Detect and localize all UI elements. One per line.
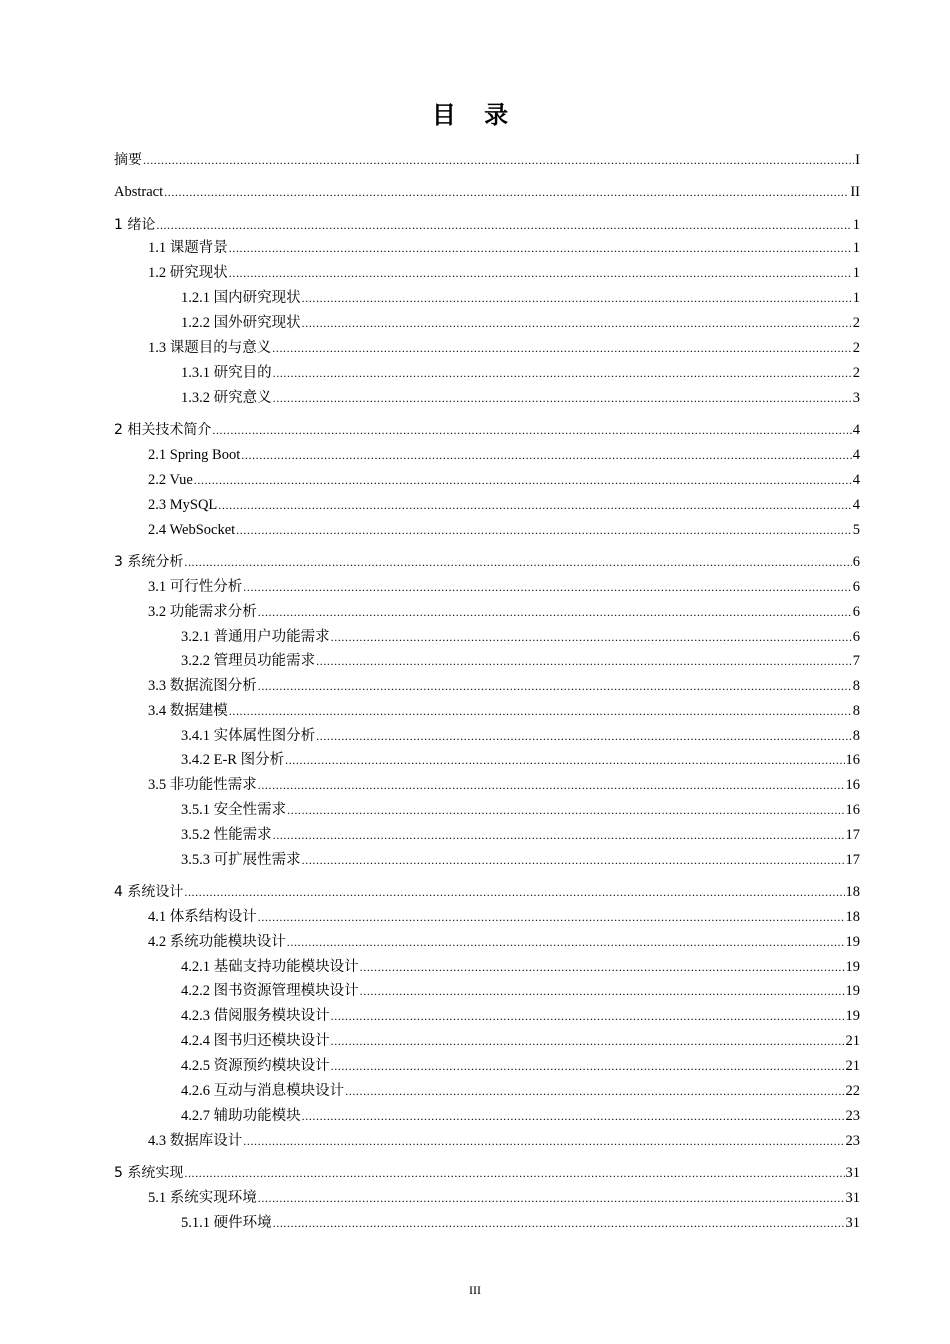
toc-entry-page: 4	[852, 472, 860, 488]
toc-entry[interactable]	[181, 1006, 860, 1026]
toc-entry-page: 4	[852, 422, 860, 438]
dot-leader	[258, 1188, 845, 1208]
dot-leader	[241, 445, 852, 465]
toc-entry[interactable]	[181, 627, 860, 647]
toc-entry-title: 5.1 系统实现环境	[148, 1190, 257, 1206]
toc-entry[interactable]	[181, 288, 860, 308]
toc-entry-title: 3.4.2 E-R 图分析	[181, 752, 285, 768]
toc-entry-title: 3.5.2 性能需求	[181, 827, 272, 843]
dot-leader	[331, 627, 852, 647]
toc-entry-title: 1.1 课题背景	[148, 240, 228, 256]
toc-entry-title: 1.3 课题目的与意义	[148, 340, 272, 356]
toc-entry-title: 1 绪论	[114, 217, 156, 233]
toc-entry-title: 4 系统设计	[114, 884, 184, 900]
toc-entry-title: 5.1.1 硬件环境	[181, 1215, 272, 1231]
dot-leader	[218, 495, 851, 515]
toc-entry-page: 23	[845, 1108, 860, 1124]
toc-entry-title: 3.3 数据流图分析	[148, 678, 257, 694]
toc-entry[interactable]	[148, 775, 860, 795]
toc-entry[interactable]	[114, 182, 860, 202]
toc-entry[interactable]	[114, 215, 860, 235]
dot-leader	[229, 238, 852, 258]
dot-leader	[273, 825, 845, 845]
dot-leader	[212, 420, 851, 440]
toc-entry[interactable]	[148, 701, 860, 721]
toc-entry[interactable]	[148, 445, 860, 465]
toc-entry[interactable]	[181, 1106, 860, 1126]
toc-entry-title: 1.2 研究现状	[148, 265, 228, 281]
toc-entry-title: 1.2.1 国内研究现状	[181, 290, 301, 306]
toc-entry-title: 4.1 体系结构设计	[148, 909, 257, 925]
toc-entry-page: 23	[845, 1133, 860, 1149]
toc-title: 目 录	[431, 101, 519, 129]
toc-entry[interactable]	[114, 882, 860, 902]
dot-leader	[273, 1213, 845, 1233]
toc-entry[interactable]	[148, 577, 860, 597]
toc-entry-title: 4.2.6 互动与消息模块设计	[181, 1083, 345, 1099]
toc-entry[interactable]	[148, 932, 860, 952]
toc-entry-title: 2.2 Vue	[148, 472, 193, 488]
toc-entry-title: 4.2.5 资源预约模块设计	[181, 1058, 330, 1074]
dot-leader	[272, 338, 852, 358]
toc-entry-page: 22	[845, 1083, 860, 1099]
toc-entry-page: 6	[852, 554, 860, 570]
toc-entry-title: 5 系统实现	[114, 1165, 184, 1181]
toc-entry-title: 1.3.1 研究目的	[181, 365, 272, 381]
dot-leader	[229, 701, 852, 721]
toc-entry-title: 3.2.2 管理员功能需求	[181, 653, 316, 669]
toc-entry[interactable]	[181, 363, 860, 383]
dot-leader	[184, 1163, 844, 1183]
toc-entry-page: 21	[845, 1058, 860, 1074]
toc-entry[interactable]	[148, 495, 860, 515]
dot-leader	[273, 363, 852, 383]
toc-entry-page: 8	[852, 728, 860, 744]
dot-leader	[331, 1056, 845, 1076]
dot-leader	[316, 726, 852, 746]
toc-entry-title: 3.2 功能需求分析	[148, 604, 257, 620]
toc-entry-page: 3	[852, 390, 860, 406]
toc-entry[interactable]	[148, 238, 860, 258]
toc-entry-title: Abstract	[114, 184, 164, 200]
dot-leader	[258, 602, 852, 622]
toc-entry-page: 18	[845, 884, 860, 900]
toc-entry-page: 31	[845, 1215, 860, 1231]
toc-entry-page: 16	[845, 752, 860, 768]
dot-leader	[302, 313, 852, 333]
toc-entry-page: 17	[845, 852, 860, 868]
toc-entry-page: 1	[852, 265, 860, 281]
toc-entry-title: 2 相关技术简介	[114, 422, 212, 438]
toc-entry-title: 3.4 数据建模	[148, 703, 228, 719]
toc-entry[interactable]	[148, 520, 860, 540]
dot-leader	[156, 215, 851, 235]
dot-leader	[302, 1106, 845, 1126]
toc-entry[interactable]	[148, 470, 860, 490]
toc-entry-title: 3.5.3 可扩展性需求	[181, 852, 301, 868]
toc-entry[interactable]	[181, 850, 860, 870]
toc-entry-title: 3.1 可行性分析	[148, 579, 243, 595]
toc-entry-title: 3.4.1 实体属性图分析	[181, 728, 316, 744]
dot-leader	[331, 1006, 845, 1026]
toc-entry-title: 2.4 WebSocket	[148, 522, 236, 538]
toc-entry-page: 6	[852, 604, 860, 620]
dot-leader	[164, 182, 849, 202]
toc-entry-title: 4.2.7 辅助功能模块	[181, 1108, 301, 1124]
dot-leader	[194, 470, 852, 490]
dot-leader	[243, 577, 852, 597]
toc-entry[interactable]	[181, 1031, 860, 1051]
toc-entry-page: 5	[852, 522, 860, 538]
toc-entry[interactable]	[181, 388, 860, 408]
toc-entry-title: 3.5 非功能性需求	[148, 777, 257, 793]
toc-entry-title: 4.2.3 借阅服务模块设计	[181, 1008, 330, 1024]
toc-entry-page: 4	[852, 497, 860, 513]
toc-entry[interactable]	[181, 750, 860, 770]
toc-entry-page: 1	[852, 217, 860, 233]
toc-entry-page: 2	[852, 340, 860, 356]
toc-entry-page: 6	[852, 579, 860, 595]
dot-leader	[360, 981, 845, 1001]
toc-entry[interactable]	[148, 1131, 860, 1151]
toc-entry-title: 4.2 系统功能模块设计	[148, 934, 286, 950]
toc-entry-title: 3.2.1 普通用户功能需求	[181, 629, 330, 645]
toc-entry-page: 4	[852, 447, 860, 463]
toc-entry[interactable]	[148, 602, 860, 622]
toc-entry-page: 2	[852, 315, 860, 331]
toc-entry-page: II	[850, 184, 860, 200]
toc-entry-page: 16	[845, 802, 860, 818]
dot-leader	[236, 520, 852, 540]
toc-entry[interactable]	[181, 825, 860, 845]
toc-entry-title: 3.5.1 安全性需求	[181, 802, 287, 818]
toc-entry-page: 31	[845, 1165, 860, 1181]
toc-entry-page: 18	[845, 909, 860, 925]
dot-leader	[258, 676, 852, 696]
dot-leader	[285, 750, 844, 770]
toc-entry-page: 19	[845, 983, 860, 999]
toc-entry[interactable]	[148, 263, 860, 283]
dot-leader	[345, 1081, 844, 1101]
toc-entry-page: 8	[852, 678, 860, 694]
toc-entry-page: 19	[845, 934, 860, 950]
dot-leader	[331, 1031, 845, 1051]
dot-leader	[287, 800, 844, 820]
dot-leader	[316, 651, 852, 671]
toc-entry-page: 16	[845, 777, 860, 793]
toc-entry-title: 4.2.1 基础支持功能模块设计	[181, 959, 359, 975]
toc-entry-page: 31	[845, 1190, 860, 1206]
toc-entry-page: 6	[852, 629, 860, 645]
toc-entry[interactable]	[181, 1213, 860, 1233]
dot-leader	[184, 552, 851, 572]
toc-entry-title: 4.2.4 图书归还模块设计	[181, 1033, 330, 1049]
toc-entry-page: I	[855, 152, 860, 168]
toc-entry-page: 1	[852, 240, 860, 256]
toc-entry-title: 摘要	[114, 152, 142, 168]
toc-entry-title: 3 系统分析	[114, 554, 184, 570]
toc-entry[interactable]	[114, 420, 860, 440]
toc-entry[interactable]	[114, 552, 860, 572]
toc-entry-title: 2.1 Spring Boot	[148, 447, 241, 463]
toc-entry[interactable]	[181, 313, 860, 333]
toc-entry-title: 4.2.2 图书资源管理模块设计	[181, 983, 359, 999]
toc-entry-title: 1.3.2 研究意义	[181, 390, 272, 406]
dot-leader	[143, 150, 854, 170]
toc-entry-title: 1.2.2 国外研究现状	[181, 315, 301, 331]
toc-entry-page: 8	[852, 703, 860, 719]
toc-entry-page: 7	[852, 653, 860, 669]
dot-leader	[184, 882, 844, 902]
toc-entry[interactable]	[114, 1163, 860, 1183]
toc-entry[interactable]	[148, 1188, 860, 1208]
toc-entry-page: 19	[845, 959, 860, 975]
dot-leader	[258, 775, 845, 795]
dot-leader	[302, 288, 852, 308]
dot-leader	[229, 263, 852, 283]
toc-entry[interactable]	[114, 150, 860, 170]
dot-leader	[258, 907, 845, 927]
toc-entry-page: 21	[845, 1033, 860, 1049]
toc-entry[interactable]	[181, 726, 860, 746]
toc-entry-page: 2	[852, 365, 860, 381]
dot-leader	[287, 932, 845, 952]
dot-leader	[302, 850, 845, 870]
toc-entry-page: 17	[845, 827, 860, 843]
toc-entry[interactable]	[181, 1081, 860, 1101]
toc-entry-page: 19	[845, 1008, 860, 1024]
toc-entry[interactable]	[148, 907, 860, 927]
toc-entry[interactable]	[148, 676, 860, 696]
dot-leader	[243, 1131, 844, 1151]
toc-entry[interactable]	[181, 981, 860, 1001]
page-number: III	[469, 1283, 481, 1297]
toc-entry[interactable]	[181, 957, 860, 977]
dot-leader	[360, 957, 845, 977]
toc-entry[interactable]	[181, 651, 860, 671]
dot-leader	[273, 388, 852, 408]
toc-entry[interactable]	[148, 338, 860, 358]
toc-entry-title: 2.3 MySQL	[148, 497, 218, 513]
toc-entry[interactable]	[181, 800, 860, 820]
toc-entry[interactable]	[181, 1056, 860, 1076]
toc-entry-title: 4.3 数据库设计	[148, 1133, 243, 1149]
toc-entry-page: 1	[852, 290, 860, 306]
